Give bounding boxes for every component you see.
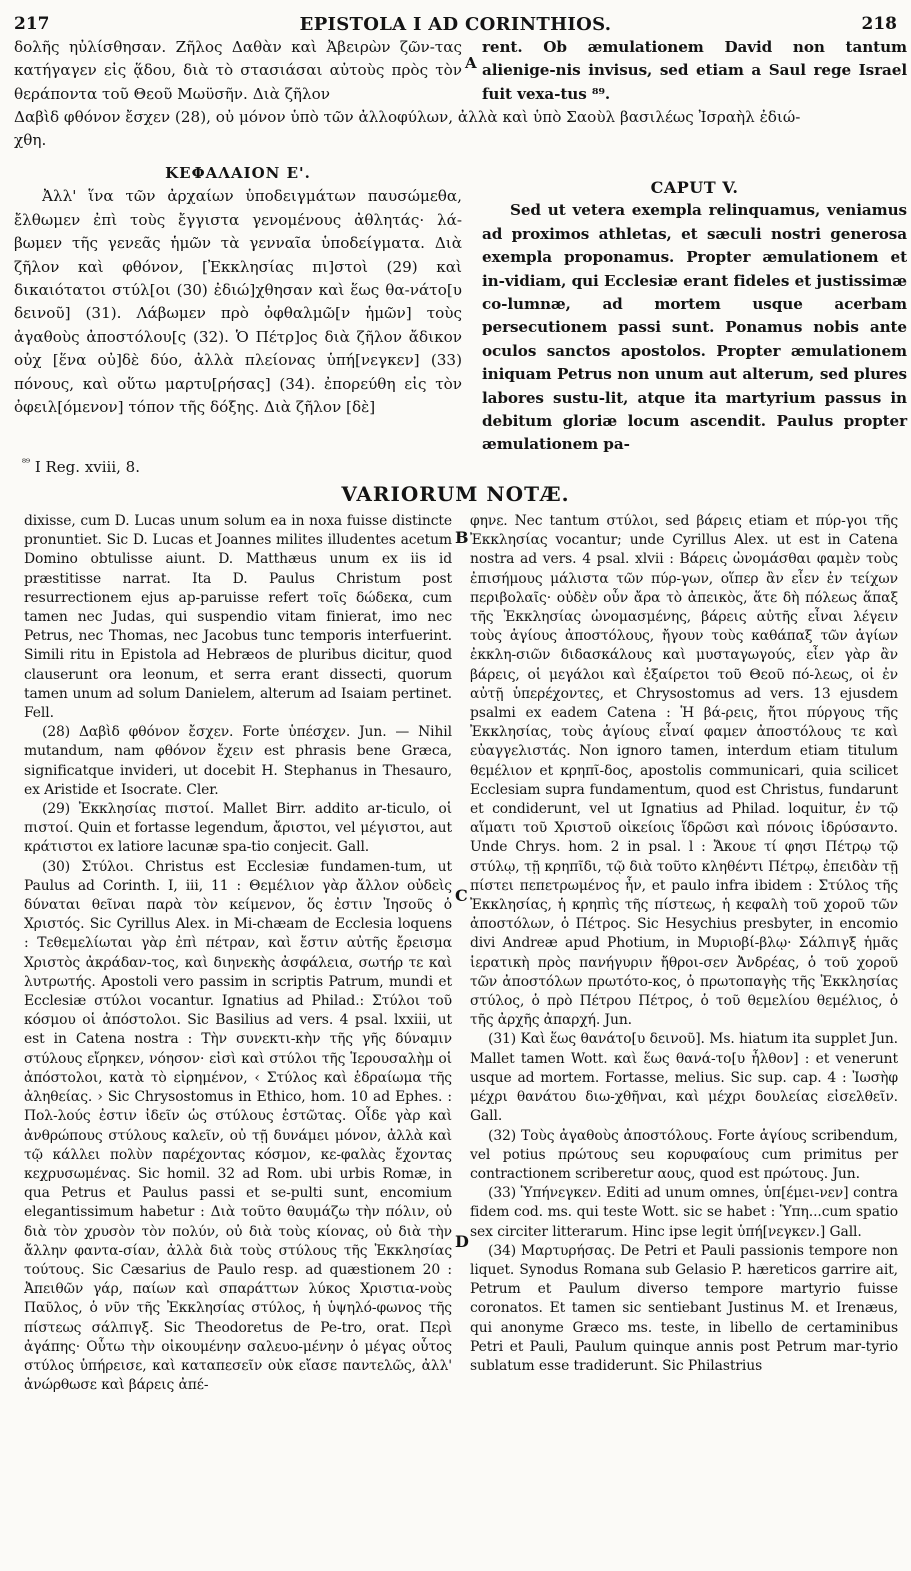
- latin-column: [482, 36, 907, 106]
- latin-chapter: [482, 176, 907, 457]
- margin-letter-d: D: [455, 1232, 469, 1251]
- latin-paragraph-2: Sed ut vetera exempla relinquamus, veniamus ad proximos athletas, et sæculi nostri generosa exempla proponamus. Propter æmulationem et in-vidiam, qui Ecclesiæ erant fideles et justissimæ co-lumnæ, ad mortem usque acerbam persecutionem passi sunt. Ponamus nobis ante oculos sanctos apostolos. Propter æmulationem iniquam Petrus non unum aut alterum, sed plures labores sustu-lit, atque ita martyrium passus in debitum gloriæ locum ascendit. Paulus propter æmulationem pa-: [482, 201, 907, 454]
- note-paragraph: (30) Στύλοι. Christus est Ecclesiæ fundamen-tum, ut Paulus ad Corinth. I, iii, 11 : Θεμέλιον γὰρ ἄλλον οὐδεὶς δύναται θεῖναι παρὰ τὸν κείμενον, ὅς ἐστιν Ἰησοῦς ὁ Χριστός. Sic Cyrillus Alex. in Mi-chæam de Ecclesia loquens : Τεθεμελίωται γὰρ ἐπὶ πέτραν, καὶ ἔστιν αὐτῆς ἔρεισμα Χριστὸς ἀκράδαν-τος, καὶ διηνεκὴς ἀσφάλεια, σωτήρ τε καὶ λυτρωτής. Apostoli vero passim in scriptis Patrum, mundi et Ecclesiæ στύλοι vocantur. Ignatius ad Philad.: Στύλοι τοῦ κόσμου οἱ ἀπόστολοι. Sic Basilius ad vers. 4 psal. lxxiii, ut est in Catena nostra : Τὴν συνεκτι-κὴν τῆς γῆς δύναμιν στύλους εἴρηκεν, νόησον· εἰσὶ καὶ στύλοι τῆς Ἱερουσαλὴμ οἱ ἀπόστολοι, κατὰ τὸ εἰρημένον, ‹ Στύλος καὶ ἑδραίωμα τῆς ἀληθείας. › Sic Chrysostomus in Ethico, hom. 10 ad Ephes. : Πολ-λούς ἐστιν ἰδεῖν ὡς στύλους ἑστῶτας. Οἶδε γὰρ καὶ ἀνθρώπους στύλους καλεῖν, οὐ τῇ δυνάμει μόνον, ἀλλὰ καὶ τῷ κάλλει πολὺν παρέχοντας κόσμον, κε-φαλὰς ἔχοντας κεχρυσωμένας. Sic homil. 32 ad Rom. ubi urbis Romæ, in qua Petrus et Paulus passi et se-pulti sunt, encomium elegantissimum habetur : Διὰ τοῦτο θαυμάζω τὴν πόλιν, οὐ διὰ τὸν χρυσὸν τὸν πολύν, οὐ διὰ τοὺς κίονας, οὐ διὰ τὴν ἄλλην φαντα-σίαν, ἀλλὰ διὰ τοὺς στύλους τῆς Ἐκκλησίας τούτους. Sic Cæsarius de Paulo resp. ad quæstionem 20 : Ἀπειθῶν γάρ, παίων καὶ σπαράττων λύκος Χριστια-νοὺς Παῦλος, ὁ νῦν τῆς Ἐκκλησίας στύλος, ἡ ὑψηλό-φωνος τῆς πίστεως σάλπιγξ. Sic Theodoretus de Pe-tro, orat. Περὶ ἀγάπης· Οὗτω τὴν οἰκουμένην σαλευο-μένην ὁ μέγας οὗτος στύλος ὑπήρεισε, καὶ καταπεσεῖν οὐκ εἴασε παντελῶς, ἀλλ' ἀνώρθωσε καὶ βάρεις ἀπέ-: [24, 858, 452, 1394]
- footnote-text: I Reg. xviii, 8.: [34, 458, 140, 476]
- margin-letter-b: B: [455, 528, 469, 547]
- greek-chapter-caption: ΚΕΦΑΛΑΙΟΝ Ε'.: [165, 164, 311, 182]
- note-paragraph: (32) Τοὺς ἀγαθοὺς ἀποστόλους. Forte ἁγίους scribendum, vel potius πρώτους seu κορυφαίους cum primitus per contractionem scriberetur αους, quod est πρώτους. Jun.: [470, 1127, 898, 1182]
- greek-line-tail: χθη.: [14, 131, 47, 150]
- margin-letter-a: A: [465, 54, 477, 72]
- margin-letter-c: C: [455, 886, 468, 905]
- note-paragraph: (34) Μαρτυρήσας. De Petri et Pauli passionis tempore non liquet. Synodus Romana sub Gelasio P. hæreticos garrire ait, Petrum et Paulum diverso tempore martyrio fuisse coronatos. Et tamen sic sentiebant Justinus M. et Irenæus, qui anonyme Græco ms. teste, in libello de certaminibus Petri et Pauli, Paulum quinque annis post Petrum mar-tyrio sublatum esse tradiderunt. Sic Philastrius: [470, 1242, 898, 1374]
- greek-paragraph-2: Ἀλλ' ἵνα τῶν ἀρχαίων ὑποδειγμάτων παυσώμεθα, ἔλθωμεν ἐπὶ τοὺς ἔγγιστα γενομένους ἀθλητάς· λά-βωμεν τῆς γενεᾶς ἡμῶν τὰ γενναῖα ὑποδείγματα. Διὰ ζῆλον καὶ φθόνον, [Ἐκκλησίας πι]στοὶ (29) καὶ δικαιότατοι στύλ[οι (30) ἐδιώ]χθησαν καὶ ἕως θα-νάτο[υ δεινοῦ] (31). Λάβωμεν πρὸ ὀφθαλμῶ[ν ἡμῶν] τοὺς ἀγαθοὺς ἀποστόλου[ς (32). Ὁ Πέτρ]ος διὰ ζῆλον ἄδικον οὐχ [ἕνα οὐ]δὲ δύο, ἀλλὰ πλείονας ὑπή[νεγκεν] (33) πόνους, καὶ οὕτω μαρτυ[ρήσας] (34). ἐπορεύθη εἰς τὸν ὀφειλ[όμενον] τόπον τῆς δόξης. Διὰ ζῆλον [δὲ]: [14, 187, 462, 417]
- footnote-mark: ⁸⁹: [22, 458, 31, 469]
- notes-title: VARIORUM NOTÆ.: [341, 482, 570, 506]
- page-number-left: 217: [14, 14, 50, 34]
- greek-paragraph-1: δολῆς ηὐλίσθησαν. Ζῆλος Δαθὰν καὶ Ἀβειρὼν ζῶν-τας κατήγαγεν εἰς ᾅδου, διὰ τὸ στασιάσαι αὐτοὺς πρὸς τὸν θεράποντα τοῦ Θεοῦ Μωϋσῆν. Διὰ ζῆλον: [14, 38, 462, 103]
- footnote: [22, 458, 140, 476]
- page-number-right: 218: [861, 14, 897, 34]
- latin-chapter-caption: CAPUT V.: [650, 178, 739, 197]
- running-title: EPISTOLA I AD CORINTHIOS.: [299, 14, 612, 35]
- greek-chapter: [14, 162, 462, 419]
- greek-column: [14, 36, 462, 106]
- note-paragraph: (28) Δαβὶδ φθόνον ἔσχεν. Forte ὑπέσχεν. Jun. — Nihil mutandum, nam φθόνον ἔχειν est phrasis bene Græca, significatque invideri, ut docebit H. Stephanus in Thesauro, ex Aristide et Isocrate. Cler.: [24, 724, 452, 798]
- greek-line-full: Δαβὶδ φθόνον ἔσχεν (28), οὐ μόνον ὑπὸ τῶν ἀλλοφύλων, ἀλλὰ καὶ ὑπὸ Σαοὺλ βασιλέως Ἰσραὴλ ἐδιώ-: [14, 108, 801, 126]
- note-paragraph: (29) Ἐκκλησίας πιστοί. Mallet Birr. addito ar-ticulo, οἱ πιστοί. Quin et fortasse legendum, ἄριστοι, vel μέγιστοι, aut κράτιστοι ex latiore lacunæ spa-tio conjecit. Gall.: [24, 801, 452, 856]
- main-text: [14, 36, 907, 464]
- notes-right-column: [470, 512, 898, 1376]
- running-header: [14, 10, 897, 36]
- greek-full-width-line: [14, 106, 897, 153]
- note-paragraph: φηνε. Nec tantum στύλοι, sed βάρεις etiam et πύρ-γοι τῆς Ἐκκλησίας vocantur; unde Cyrillus Alex. ut est in Catena nostra ad vers. 4 psal. xlvii : Βάρεις ὠνομάσθαι φαμὲν τοὺς ἐπισήμους μάλιστα τῶν πύρ-γων, οἵπερ ἂν εἶεν ἐν τείχων περιβολαῖς· οὐδὲν οὖν ἄρα τὸ ἀπεικὸς, ἅτε δὴ πόλεως ἅπαξ τῆς Ἐκκλησίας ὠνομασμένης, βάρεις αὐτῆς εἶναι λέγειν τοὺς ἁγίους ἀποστόλους, ἤγουν τοὺς καθάπαξ τῶν ἁγίων ἐκκλη-σιῶν διδασκάλους καὶ μυσταγωγούς, εἶεν γὰρ ἂν βάρεις, οἱ μεγάλοι καὶ ἐξαίρετοι τοῦ Θεοῦ πό-λεως, οἱ ἐν αὐτῇ ὑπερέχοντες, et Chrysostomus ad vers. 13 ejusdem psalmi ex eadem Catena : Ἡ βά-ρεις, ἤτοι πύργους τῆς Ἐκκλησίας, τοὺς ἁγίους εἶναί φαμεν ἀποστόλους τε καὶ εὐαγγελιστάς. Non ignoro tamen, interdum etiam titulum θεμέλιον et κρηπῖ-δος, apostolis communicari, quia scilicet Ecclesiam supra fundamentum, quod est Christus, fundarunt et condiderunt, vel ut Ignatius ad Philad. loquitur, ἐν τῷ αἵματι τοῦ Χριστοῦ οἰκείοις ἵδρῶσι καὶ πόνοις ἱδρύσαντο. Unde Chrys. hom. 2 in psal. l : Ἄκουε τί φησι Πέτρῳ τῷ στύλῳ, τῇ κρηπῖδι, τῷ διὰ τοῦτο κληθέντι Πέτρῳ, ἐπειδὰν τῇ πίστει πεπετρωμένος ἦν, et paulo infra ibidem : Στύλος τῆς Ἐκκλησίας, ἡ κρηπὶς τῆς πίστεως, ἡ κεφαλὴ τοῦ χοροῦ τῶν ἀποστόλων, ὁ Πέτρος. Sic Hesychius presbyter, in encomio divi Andreæ apud Photium, in Μυριοβί-βλῳ· Σάλπιγξ ἡμᾶς ἱερατικὴ πρὸς πανήγυριν ἤθροι-σεν Ἀνδρέας, ὁ τοῦ χοροῦ τῶν ἀποστόλων πρωτότο-κος, ὁ πρωτοπαγὴς τῆς Ἐκκλησίας στύλος, ὁ πρὸ Πέτρου Πέτρος, ὁ τοῦ θεμελίου θεμέλιος, ὁ τῆς ἀρχῆς ἀπαρχή. Jun.: [470, 513, 898, 1029]
- latin-paragraph-1: rent. Ob æmulationem David non tantum alienige-nis invisus, sed etiam a Saul rege Israel fuit vexa-tus ⁸⁹.: [482, 38, 907, 103]
- note-paragraph: (31) Καὶ ἕως θανάτο[υ δεινοῦ]. Ms. hiatum ita supplet Jun. Mallet tamen Wott. καὶ ἕως θανά-το[υ ἦλθον] : et venerunt usque ad mortem. Fortasse, melius. Sic sup. cap. 4 : Ἰωσὴφ μέχρι θανάτου διω-χθῆναι, καὶ μέχρι δουλείας εἰσελθεῖν. Gall.: [470, 1031, 898, 1125]
- notes-left-column: [24, 512, 452, 1395]
- note-paragraph: dixisse, cum D. Lucas unum solum ea in noxa fuisse distincte pronuntiet. Sic D. Lucas et Joannes milites illudentes acetum Domino obtulisse aiunt. D. Matthæus unum ex iis id præstitisse narrat. Ita D. Paulus Christum post resurrectionem ejus ap-paruisse refert τοῖς δώδεκα, cum tamen nec Judas, qui suspendio vitam finierat, imo nec Petrus, nec Thomas, nec Jacobus tunc temporis interfuerint. Simili ritu in Epistola ad Hebræos de pluribus dicitur, quod clauserunt ora leonum, et serra erant dissecti, quorum tamen unum ad solum Danielem, alterum ad Isaiam pertinet. Fell.: [24, 513, 452, 722]
- note-paragraph: (33) Ὑπήνεγκεν. Editi ad unum omnes, ὑπ[έμει-νεν] contra fidem cod. ms. qui teste Wott. sic se habet : Ὑπη...cum spatio sex circiter litterarum. Hinc ipse legit ὑπή[νεγκεν.] Gall.: [470, 1185, 898, 1240]
